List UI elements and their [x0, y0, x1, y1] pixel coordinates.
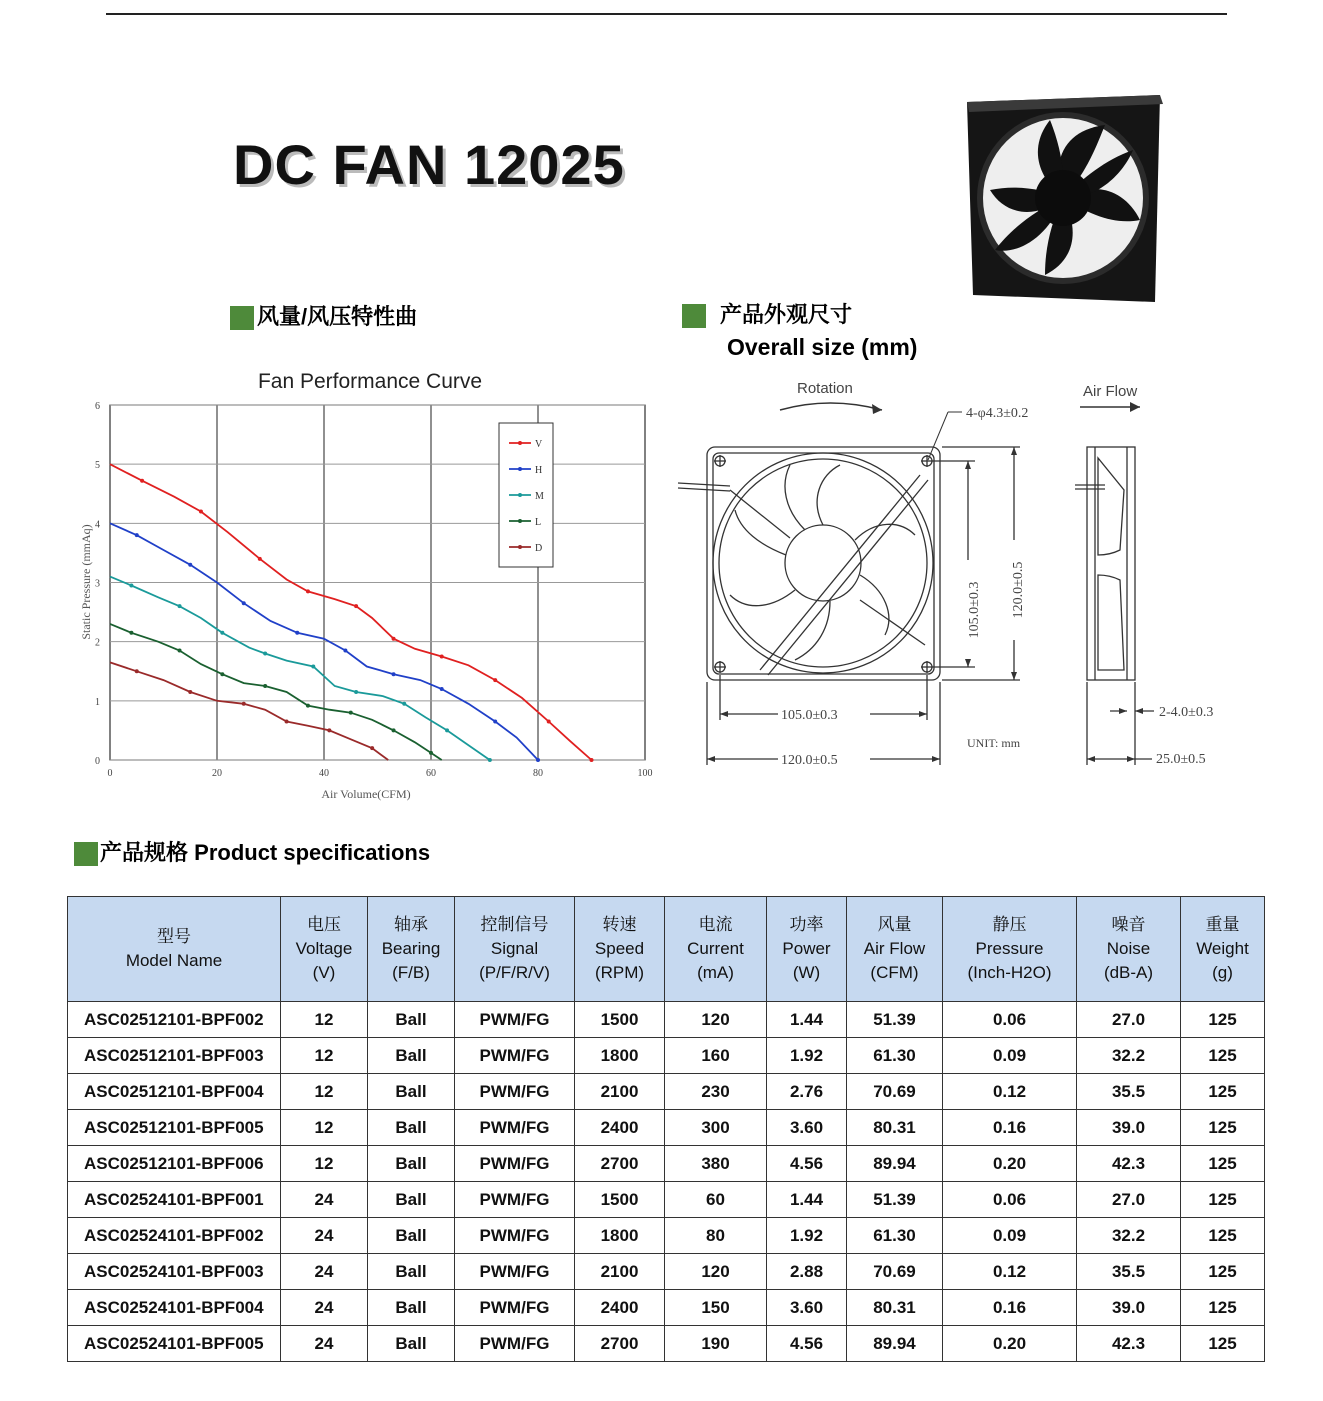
table-cell: 120 — [665, 1002, 767, 1038]
table-cell: 61.30 — [847, 1038, 943, 1074]
table-cell: 160 — [665, 1038, 767, 1074]
table-cell: PWM/FG — [455, 1254, 575, 1290]
column-header-line: (RPM) — [594, 963, 645, 982]
table-cell: 0.20 — [943, 1326, 1077, 1362]
table-cell: 3.60 — [767, 1290, 847, 1326]
table-cell: PWM/FG — [455, 1146, 575, 1182]
table-cell: 0.12 — [943, 1074, 1077, 1110]
column-header — [1181, 897, 1265, 1002]
table-cell: 51.39 — [847, 1182, 943, 1218]
column-header-line: 功率 — [789, 915, 824, 934]
column-header-line: Noise — [1106, 939, 1151, 958]
column-header-line: Signal — [490, 939, 539, 958]
spec-table — [67, 896, 1265, 1362]
series-point-H — [392, 672, 396, 676]
table-cell: Ball — [368, 1074, 455, 1110]
table-cell: Ball — [368, 1254, 455, 1290]
column-header — [68, 897, 281, 1002]
legend-swatch-dot — [518, 467, 522, 471]
table-cell: 2.88 — [767, 1254, 847, 1290]
legend-swatch-dot — [518, 441, 522, 445]
table-cell: 24 — [281, 1254, 368, 1290]
table-cell: 2100 — [575, 1074, 665, 1110]
table-row — [68, 1290, 1265, 1326]
table-cell: PWM/FG — [455, 1182, 575, 1218]
table-cell: 0.06 — [943, 1002, 1077, 1038]
series-point-L — [429, 751, 433, 755]
series-point-V — [392, 637, 396, 641]
section-size-label: 产品外观尺寸 — [720, 302, 853, 327]
table-cell: 0.09 — [943, 1038, 1077, 1074]
y-axis-label: Static Pressure (mmAq) — [79, 524, 93, 640]
table-cell: 70.69 — [847, 1254, 943, 1290]
column-header — [281, 897, 368, 1002]
series-point-M — [220, 631, 224, 635]
column-header-line: (dB-A) — [1103, 963, 1154, 982]
table-cell: PWM/FG — [455, 1074, 575, 1110]
section-spec-en: Product specifications — [194, 840, 431, 865]
table-cell: 190 — [665, 1326, 767, 1362]
table-row — [68, 1326, 1265, 1362]
performance-chart — [70, 360, 670, 810]
legend-label: D — [535, 543, 543, 554]
series-point-D — [242, 702, 246, 706]
y-tick-label: 1 — [95, 696, 100, 708]
series-point-M — [311, 665, 315, 669]
table-cell: PWM/FG — [455, 1038, 575, 1074]
legend-label: V — [535, 439, 543, 450]
spec-header-row — [68, 897, 1265, 1002]
dimension-drawing — [670, 370, 1270, 780]
column-header-line: (Inch-H2O) — [967, 963, 1052, 982]
inner-height-dimension: 105.0±0.3 — [967, 581, 982, 639]
series-point-L — [220, 672, 224, 676]
column-header-line: 型号 — [157, 927, 191, 946]
column-header — [943, 897, 1077, 1002]
series-point-D — [188, 690, 192, 694]
series-point-H — [440, 687, 444, 691]
table-cell: Ball — [368, 1326, 455, 1362]
table-cell: Ball — [368, 1002, 455, 1038]
series-point-V — [199, 510, 203, 514]
column-header-line: 电流 — [698, 915, 733, 934]
column-header-line: (P/F/R/V) — [479, 963, 550, 982]
column-header-line: (W) — [792, 963, 821, 982]
table-cell: 42.3 — [1077, 1326, 1181, 1362]
table-cell: 125 — [1181, 1002, 1265, 1038]
table-cell: 1500 — [575, 1002, 665, 1038]
model-cell: ASC02524101-BPF004 — [68, 1290, 281, 1326]
column-header-line: 电压 — [307, 915, 341, 934]
column-header — [847, 897, 943, 1002]
chart-ticks — [95, 401, 653, 779]
table-cell: 12 — [281, 1110, 368, 1146]
y-tick-label: 3 — [95, 578, 100, 590]
series-point-H — [536, 758, 540, 762]
table-cell: 125 — [1181, 1326, 1265, 1362]
outer-height-dimension: 120.0±0.5 — [1011, 561, 1026, 619]
series-point-V — [258, 557, 262, 561]
series-point-V — [547, 720, 551, 724]
legend-swatch-dot — [518, 545, 522, 549]
section-heading-spec — [74, 836, 430, 867]
y-tick-label: 4 — [95, 519, 100, 531]
column-header — [455, 897, 575, 1002]
table-cell: 0.16 — [943, 1290, 1077, 1326]
model-cell: ASC02524101-BPF003 — [68, 1254, 281, 1290]
series-line-M — [110, 577, 490, 760]
table-cell: 1.92 — [767, 1218, 847, 1254]
table-cell: 1.44 — [767, 1002, 847, 1038]
table-cell: 2.76 — [767, 1074, 847, 1110]
chart-grid — [110, 405, 645, 760]
column-header-line: 静压 — [992, 915, 1027, 934]
series-point-D — [370, 746, 374, 750]
column-header-line: 控制信号 — [480, 915, 549, 934]
column-header-line: Air Flow — [863, 939, 926, 958]
column-header-line: (g) — [1212, 963, 1233, 982]
x-tick-label: 60 — [426, 768, 436, 779]
table-cell: 125 — [1181, 1290, 1265, 1326]
green-square-marker — [74, 842, 98, 866]
x-tick-label: 0 — [107, 768, 113, 779]
series-point-L — [349, 711, 353, 715]
table-cell: PWM/FG — [455, 1290, 575, 1326]
column-header — [1077, 897, 1181, 1002]
column-header-line: Pressure — [975, 939, 1044, 958]
model-cell: ASC02512101-BPF006 — [68, 1146, 281, 1182]
table-cell: 42.3 — [1077, 1146, 1181, 1182]
table-cell: 70.69 — [847, 1074, 943, 1110]
series-point-V — [440, 654, 444, 658]
table-cell: 1800 — [575, 1218, 665, 1254]
table-cell: 80.31 — [847, 1290, 943, 1326]
series-point-D — [285, 720, 289, 724]
y-tick-label: 0 — [95, 756, 100, 767]
legend-swatch-dot — [518, 519, 522, 523]
section-spec-cn: 产品规格 — [100, 840, 189, 865]
column-header-line: Model Name — [125, 951, 223, 970]
series-point-H — [188, 563, 192, 567]
series-point-L — [129, 631, 133, 635]
series-point-M — [445, 728, 449, 732]
table-cell: Ball — [368, 1182, 455, 1218]
model-cell: ASC02524101-BPF005 — [68, 1326, 281, 1362]
series-point-V — [306, 589, 310, 593]
section-curve-label: 风量/风压特性曲 — [257, 304, 418, 329]
table-cell: 2700 — [575, 1326, 665, 1362]
table-cell: 125 — [1181, 1254, 1265, 1290]
table-cell: 12 — [281, 1074, 368, 1110]
table-cell: 24 — [281, 1182, 368, 1218]
chart-title: Fan Performance Curve — [257, 370, 483, 393]
table-cell: 12 — [281, 1002, 368, 1038]
table-cell: 0.16 — [943, 1110, 1077, 1146]
table-cell: 2700 — [575, 1146, 665, 1182]
table-cell: 125 — [1181, 1146, 1265, 1182]
column-header — [368, 897, 455, 1002]
table-cell: 35.5 — [1077, 1074, 1181, 1110]
column-header — [575, 897, 665, 1002]
table-cell: 4.56 — [767, 1146, 847, 1182]
table-cell: 0.20 — [943, 1146, 1077, 1182]
series-point-H — [343, 649, 347, 653]
table-cell: 1.44 — [767, 1182, 847, 1218]
model-cell: ASC02512101-BPF003 — [68, 1038, 281, 1074]
series-point-L — [263, 684, 267, 688]
table-cell: 4.56 — [767, 1326, 847, 1362]
series-point-M — [129, 583, 133, 587]
table-cell: 2100 — [575, 1254, 665, 1290]
series-point-H — [135, 533, 139, 537]
column-header-line: (V) — [312, 963, 336, 982]
legend-label: L — [535, 517, 542, 528]
series-point-V — [140, 479, 144, 483]
page-title: DC FAN 12025 — [233, 133, 625, 196]
flange-dimension: 2-4.0±0.3 — [1159, 705, 1214, 720]
table-cell: 125 — [1181, 1182, 1265, 1218]
table-cell: 300 — [665, 1110, 767, 1146]
series-point-H — [242, 601, 246, 605]
table-cell: 39.0 — [1077, 1290, 1181, 1326]
table-row — [68, 1146, 1265, 1182]
column-header-line: (F/B) — [392, 963, 430, 982]
table-cell: 27.0 — [1077, 1182, 1181, 1218]
table-cell: 150 — [665, 1290, 767, 1326]
column-header-line: Bearing — [381, 939, 441, 958]
legend-label: M — [535, 491, 544, 502]
section-heading-curve — [230, 300, 417, 331]
table-cell: Ball — [368, 1110, 455, 1146]
table-cell: 230 — [665, 1074, 767, 1110]
column-header-line: 轴承 — [394, 915, 428, 934]
legend-label: H — [535, 465, 543, 476]
series-point-M — [488, 758, 492, 762]
depth-dimension: 25.0±0.5 — [1156, 752, 1206, 767]
x-axis-label: Air Volume(CFM) — [321, 787, 411, 801]
y-tick-label: 5 — [95, 460, 100, 472]
column-header-line: (mA) — [697, 963, 734, 982]
table-cell: PWM/FG — [455, 1110, 575, 1146]
table-cell: 39.0 — [1077, 1110, 1181, 1146]
table-cell: PWM/FG — [455, 1218, 575, 1254]
series-point-M — [354, 690, 358, 694]
series-point-H — [493, 720, 497, 724]
table-cell: 1500 — [575, 1182, 665, 1218]
table-cell: 60 — [665, 1182, 767, 1218]
x-tick-label: 40 — [319, 768, 329, 779]
series-point-V — [493, 678, 497, 682]
table-cell: 120 — [665, 1254, 767, 1290]
table-cell: 51.39 — [847, 1002, 943, 1038]
table-row — [68, 1218, 1265, 1254]
model-cell: ASC02512101-BPF002 — [68, 1002, 281, 1038]
table-cell: 3.60 — [767, 1110, 847, 1146]
series-point-H — [295, 631, 299, 635]
column-header-line: 转速 — [602, 915, 637, 934]
x-tick-label: 20 — [212, 768, 222, 779]
column-header-line: Power — [782, 939, 831, 958]
table-cell: 80 — [665, 1218, 767, 1254]
table-cell: 27.0 — [1077, 1002, 1181, 1038]
series-point-V — [590, 758, 594, 762]
rotation-arrow-icon — [780, 403, 882, 410]
table-cell: Ball — [368, 1290, 455, 1326]
table-cell: 12 — [281, 1146, 368, 1182]
series-point-L — [392, 728, 396, 732]
column-header-line: Weight — [1196, 939, 1249, 958]
column-header-line: Current — [687, 939, 744, 958]
fan-photo — [955, 90, 1175, 305]
series-line-L — [110, 624, 442, 760]
series-point-V — [354, 604, 358, 608]
column-header — [665, 897, 767, 1002]
table-cell: 0.06 — [943, 1182, 1077, 1218]
column-header-line: 风量 — [877, 915, 912, 934]
section-size-english: Overall size (mm) — [727, 334, 918, 360]
rotation-label: Rotation — [797, 380, 853, 397]
inner-width-dimension: 105.0±0.3 — [781, 708, 838, 723]
table-cell: 0.09 — [943, 1218, 1077, 1254]
table-row — [68, 1074, 1265, 1110]
column-header-line: 噪音 — [1111, 915, 1146, 934]
green-square-marker — [230, 306, 254, 330]
table-cell: 24 — [281, 1218, 368, 1254]
table-cell: 125 — [1181, 1110, 1265, 1146]
table-cell: 12 — [281, 1038, 368, 1074]
table-row — [68, 1254, 1265, 1290]
model-cell: ASC02512101-BPF004 — [68, 1074, 281, 1110]
table-cell: 32.2 — [1077, 1218, 1181, 1254]
table-row — [68, 1038, 1265, 1074]
table-cell: 24 — [281, 1326, 368, 1362]
airflow-label: Air Flow — [1083, 383, 1138, 400]
table-row — [68, 1182, 1265, 1218]
column-header-line: Voltage — [295, 939, 353, 958]
outer-width-dimension: 120.0±0.5 — [781, 753, 838, 768]
table-cell: PWM/FG — [455, 1326, 575, 1362]
y-tick-label: 6 — [95, 401, 100, 412]
table-cell: 89.94 — [847, 1146, 943, 1182]
table-cell: 24 — [281, 1290, 368, 1326]
column-header-line: (CFM) — [870, 963, 919, 982]
table-cell: 125 — [1181, 1038, 1265, 1074]
legend-swatch-dot — [518, 493, 522, 497]
series-point-L — [178, 649, 182, 653]
table-cell: 80.31 — [847, 1110, 943, 1146]
series-point-M — [263, 652, 267, 656]
green-square-marker — [682, 304, 706, 328]
holes-dimension: 4-φ4.3±0.2 — [966, 406, 1029, 421]
table-cell: 61.30 — [847, 1218, 943, 1254]
series-point-M — [178, 604, 182, 608]
model-cell: ASC02524101-BPF001 — [68, 1182, 281, 1218]
table-cell: 125 — [1181, 1074, 1265, 1110]
table-cell: 380 — [665, 1146, 767, 1182]
table-cell: 35.5 — [1077, 1254, 1181, 1290]
model-cell: ASC02512101-BPF005 — [68, 1110, 281, 1146]
column-header-line: 重量 — [1205, 915, 1240, 934]
series-point-D — [327, 728, 331, 732]
x-tick-label: 100 — [637, 768, 653, 779]
column-header-line: Speed — [594, 939, 645, 958]
table-cell: 0.12 — [943, 1254, 1077, 1290]
series-point-L — [306, 704, 310, 708]
table-cell: 125 — [1181, 1218, 1265, 1254]
unit-label: UNIT: mm — [967, 736, 1021, 750]
table-cell: 89.94 — [847, 1326, 943, 1362]
table-cell: 2400 — [575, 1110, 665, 1146]
top-rule — [106, 13, 1227, 15]
table-cell: 1.92 — [767, 1038, 847, 1074]
x-tick-label: 80 — [533, 768, 543, 779]
series-point-M — [402, 702, 406, 706]
model-cell: ASC02524101-BPF002 — [68, 1218, 281, 1254]
table-cell: 2400 — [575, 1290, 665, 1326]
section-heading-size — [682, 298, 852, 329]
table-row — [68, 1002, 1265, 1038]
table-cell: PWM/FG — [455, 1002, 575, 1038]
table-row — [68, 1110, 1265, 1146]
chart-legend — [499, 423, 553, 567]
table-cell: 32.2 — [1077, 1038, 1181, 1074]
table-cell: Ball — [368, 1038, 455, 1074]
column-header — [767, 897, 847, 1002]
y-tick-label: 2 — [95, 637, 100, 649]
table-cell: 1800 — [575, 1038, 665, 1074]
table-cell: Ball — [368, 1146, 455, 1182]
table-cell: Ball — [368, 1218, 455, 1254]
series-point-D — [135, 669, 139, 673]
